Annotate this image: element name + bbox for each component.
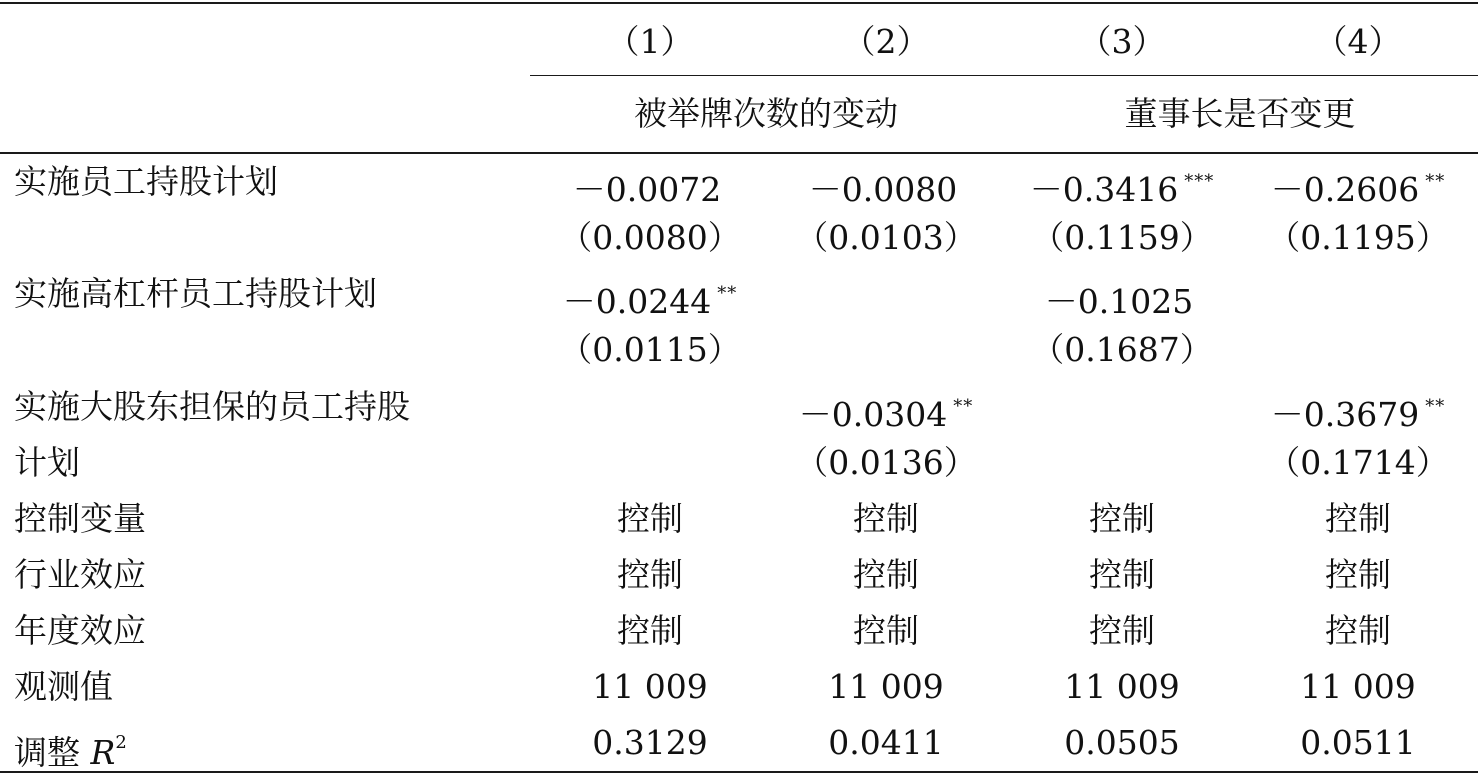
coef-cell: －0.0080 — [808, 170, 958, 209]
coef-cell: －0.0244 ** — [562, 282, 738, 321]
top-rule — [0, 2, 1478, 4]
row-label-esop: 实施员工持股计划 — [14, 162, 278, 201]
coef-cell: －0.0072 — [572, 170, 722, 209]
row-label-high-leverage: 实施高杠杆员工持股计划 — [14, 274, 377, 313]
group-header-1: 被举牌次数的变动 — [634, 94, 898, 133]
control-cell: 控制 — [1325, 499, 1391, 538]
obs-cell: 11 009 — [592, 667, 708, 706]
column-header-4: （4） — [1314, 22, 1402, 61]
row-label-guarantee-cont: 计划 — [14, 443, 80, 482]
control-cell: 控制 — [853, 499, 919, 538]
row-label-observations: 观测值 — [14, 667, 113, 706]
control-cell: 控制 — [1089, 611, 1155, 650]
r2-cell: 0.0411 — [828, 723, 944, 762]
se-cell: （0.1714） — [1267, 443, 1449, 482]
obs-cell: 11 009 — [828, 667, 944, 706]
row-label-controls: 控制变量 — [14, 499, 146, 538]
control-cell: 控制 — [617, 555, 683, 594]
bottom-rule — [0, 771, 1478, 773]
control-cell: 控制 — [853, 611, 919, 650]
r2-cell: 0.0511 — [1300, 723, 1416, 762]
se-cell: （0.0103） — [795, 218, 977, 257]
coef-cell: －0.0304 ** — [798, 395, 974, 434]
coef-cell: －0.1025 — [1044, 282, 1194, 321]
se-cell: （0.1195） — [1267, 218, 1449, 257]
column-header-2: （2） — [842, 22, 930, 61]
coef-cell: －0.3416 *** — [1029, 170, 1215, 209]
control-cell: 控制 — [1089, 555, 1155, 594]
group-header-2: 董事长是否变更 — [1124, 94, 1356, 133]
r2-cell: 0.0505 — [1064, 723, 1180, 762]
column-header-1: （1） — [606, 22, 694, 61]
obs-cell: 11 009 — [1300, 667, 1416, 706]
r2-cell: 0.3129 — [592, 723, 708, 762]
se-cell: （0.1159） — [1031, 218, 1213, 257]
row-label-industry: 行业效应 — [14, 555, 146, 594]
row-label-adj-r2: 调整 $R^2$ — [14, 732, 127, 772]
control-cell: 控制 — [1089, 499, 1155, 538]
control-cell: 控制 — [617, 499, 683, 538]
se-cell: （0.1687） — [1031, 330, 1213, 369]
row-label-year: 年度效应 — [14, 611, 146, 650]
se-cell: （0.0136） — [795, 443, 977, 482]
row-label-guarantee: 实施大股东担保的员工持股 — [14, 387, 410, 426]
control-cell: 控制 — [1325, 611, 1391, 650]
control-cell: 控制 — [617, 611, 683, 650]
column-header-3: （3） — [1078, 22, 1166, 61]
obs-cell: 11 009 — [1064, 667, 1180, 706]
coef-cell: －0.3679 ** — [1270, 395, 1446, 434]
column-number-rule — [530, 75, 1478, 76]
se-cell: （0.0115） — [559, 330, 741, 369]
se-cell: （0.0080） — [559, 218, 741, 257]
coef-cell: －0.2606 ** — [1270, 170, 1446, 209]
control-cell: 控制 — [1325, 555, 1391, 594]
header-rule — [0, 152, 1478, 154]
control-cell: 控制 — [853, 555, 919, 594]
